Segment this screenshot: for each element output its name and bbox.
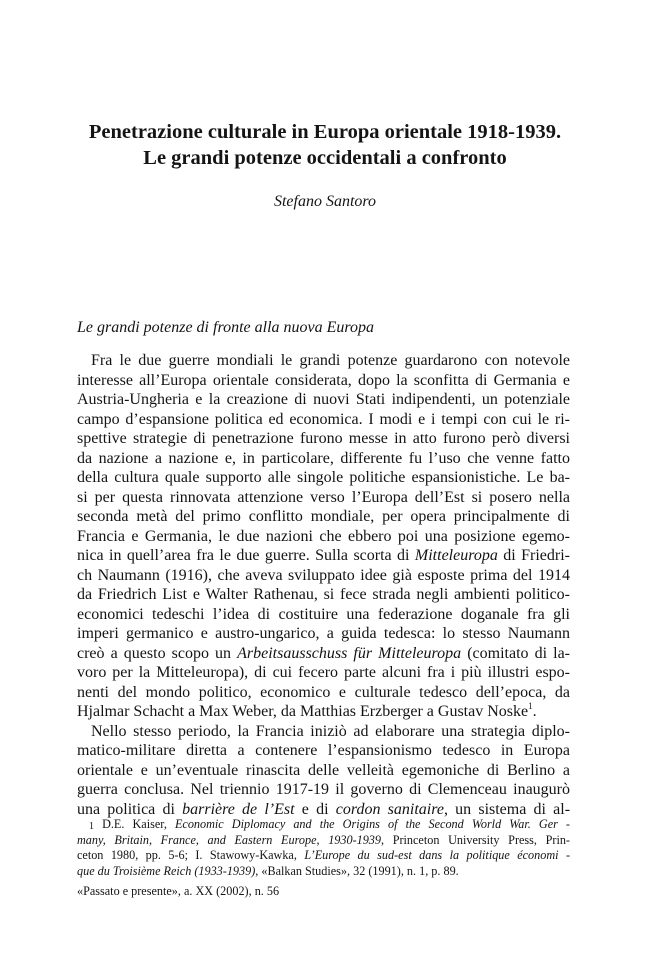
text-line: seconda metà del primo conflitto mondiale, per opera principalmente di [77, 508, 570, 525]
italic-title: Arbeitsausschuss für Mitteleuropa [237, 644, 462, 662]
italic-title: Economic Diplomacy and the Origins of the Second World War. Ger - [174, 817, 570, 831]
text-line: Austria-Ungheria e la creazione di nuovi Stati indipendenti, un potenziale [77, 391, 570, 408]
text-run: e di [294, 800, 336, 818]
italic-title: L’Europe du sud-est dans la politique économi - [304, 848, 571, 862]
footnote-line [77, 817, 570, 833]
footnote-line [77, 864, 570, 880]
title-line: Penetrazione culturale in Europa orientale 1918-1939. [88, 121, 562, 143]
text-run: nica in quell’area fra le due guerre. Sulla scorta di [77, 547, 415, 564]
text-line: interesse all’Europa orientale considerata, dopo la sconfitta di Germania e [77, 371, 570, 389]
section-heading: Le grandi potenze di fronte alla nuova Europa [77, 319, 375, 336]
text-line: Francia e Germania, le due nazioni che ebbero poi una posizione egemo- [77, 527, 570, 545]
author-name: Stefano Santoro [273, 193, 377, 210]
text-line: economici tedeschi l’idea di costituire una federazione doganale fra gli [77, 605, 570, 623]
text-run: , «Balkan Studies», 32 (1991), n. 1, p. 89. [255, 863, 459, 878]
text-run: , un sistema di al- [443, 800, 571, 818]
italic-title: que du Troisième Reich (1933-1939) [77, 863, 256, 878]
italic-term: barrière de l’Est [182, 800, 295, 818]
footnote-line [77, 848, 570, 864]
journal-citation: «Passato e presente», a. XX (2002), n. 56 [77, 884, 280, 898]
footnote-reference[interactable]: 1 [528, 701, 533, 711]
text-line: matico-militare diretta a contenere l’espansionismo tedesco in Europa [77, 742, 570, 759]
text-run: D.E. Kaiser, [94, 817, 175, 831]
text-run: Hjalmar Schacht a Max Weber, da Matthias Erzberger a Gustav Noske [77, 703, 529, 720]
text-line: Nello stesso periodo, la Francia iniziò ad elaborare una strategia diplo- [91, 722, 570, 740]
text-line: ch Naumann (1916), che aveva sviluppato idee già esposte prima del 1914 [77, 566, 570, 584]
text-run: , Princeton University Press, Prin- [381, 832, 570, 847]
footnote-line [77, 833, 570, 849]
article-title [60, 119, 590, 171]
period: . [532, 703, 537, 720]
text-run: creò a questo scopo un [77, 644, 238, 662]
footnote [77, 817, 570, 879]
body-text [77, 351, 570, 819]
text-line: Fra le due guerre mondiali le grandi potenze guardarono con notevole [91, 352, 570, 369]
text-line [77, 546, 570, 566]
italic-title: many, Britain, France, and Eastern Europe, 1930-1939 [77, 832, 381, 847]
text-line: da Friedrich List e Walter Rathenau, si fece strada negli ambienti politico- [77, 586, 570, 603]
text-line [77, 702, 570, 722]
text-line: nenti del mondo politico, economico e culturale tedesco dell’epoca, da [77, 683, 570, 701]
text-line: orientale e un’eventuale rinascita delle velleità egemoniche di Berlino a [77, 761, 570, 779]
text-line: campo d’espansione politica ed economica. I modi e i tempi con cui le ri- [77, 410, 570, 428]
text-line: spettive strategie di penetrazione furono messe in atto furono però diversi [77, 430, 570, 447]
text-line: si per questa rinnovata attenzione verso l’Europa dell’Est si posero nella [77, 488, 570, 506]
text-line: voro per la Mitteleuropa), di cui fecero parte alcuni fra i più illustri espo- [77, 664, 570, 681]
italic-title: Mitteleuropa [414, 547, 498, 564]
title-line: Le grandi potenze occidentali a confronto [143, 147, 507, 169]
text-line: della cultura quale supporto alle singole politiche espansionistiche. Le ba- [77, 469, 570, 486]
text-run: ceton 1980, pp. 5-6; I. Stawowy-Kawka, [77, 848, 305, 862]
text-run: una politica di [77, 800, 183, 818]
italic-term: cordon sanitaire [335, 800, 444, 818]
text-line [77, 644, 570, 664]
footnote-number: 1 [89, 821, 94, 832]
text-line: guerra conclusa. Nel triennio 1917-19 il governo di Clemenceau inaugurò [77, 781, 570, 798]
text-line: da nazione a nazione e, in particolare, differente fu l’uso che venne fatto [77, 449, 570, 467]
text-line: imperi germanico e austro-ungarico, a guida tedesca: lo stesso Naumann [77, 625, 570, 642]
text-run: (comitato di la- [461, 644, 570, 662]
text-run: di Friedri- [497, 547, 570, 564]
